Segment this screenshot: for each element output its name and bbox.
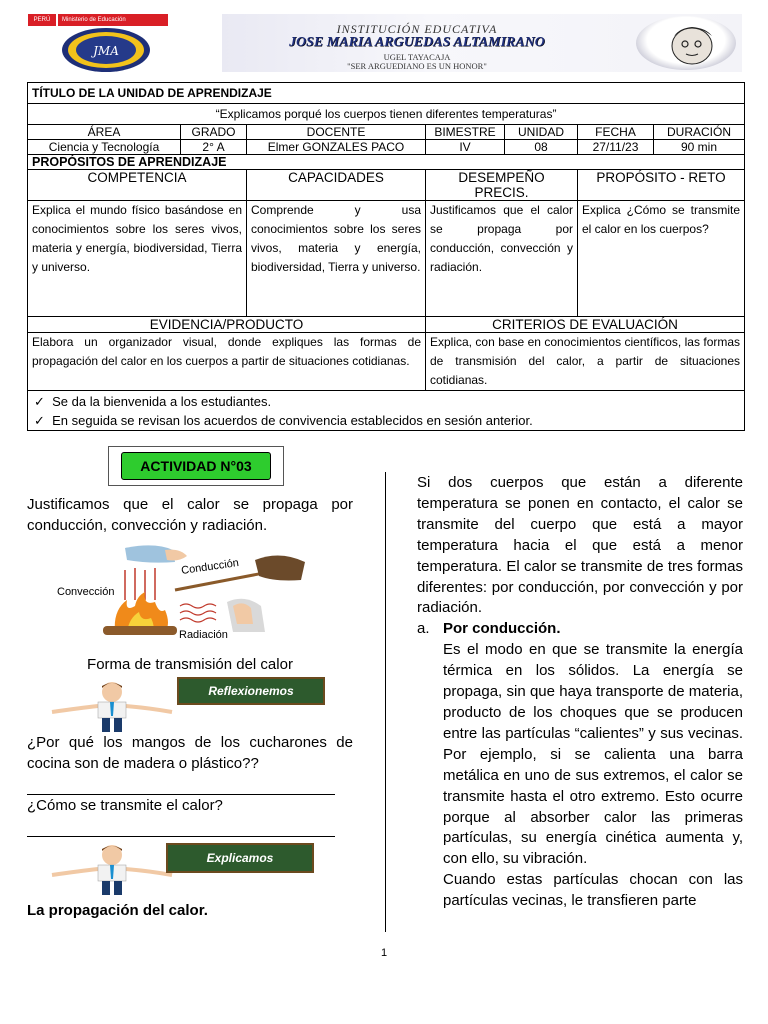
activity-badge-frame: [108, 446, 284, 486]
purposes-label: PROPÓSITOS DE APRENDIZAJE: [28, 155, 745, 170]
checkmark-icon: ✓: [34, 394, 53, 409]
check-item: ✓ En seguida se revisan los acuerdos de convivencia establecidos en sesión anterior.: [34, 413, 533, 428]
paragraph-conduction-cont: Cuando estas partículas chocan con las partículas vecinas, le transfieren parte: [443, 871, 743, 910]
teacher-figure-icon: [50, 680, 175, 732]
label-conduccion: Conducción: [180, 557, 240, 577]
criteria-header: CRITERIOS DE EVALUACIÓN: [426, 317, 745, 333]
peru-flag-label: PERÚ: [28, 14, 56, 26]
explicamos-board: Explicamos: [166, 843, 314, 873]
col-duracion: DURACIÓN: [654, 125, 745, 140]
header-logos: [28, 14, 168, 72]
activity-intro: Justificamos que el calor se propaga por conducción, convección y radiación.: [27, 496, 353, 534]
val-unidad: 08: [505, 140, 578, 155]
header-competencia: COMPETENCIA: [28, 170, 247, 201]
val-duracion: 90 min: [654, 140, 745, 155]
val-bimestre: IV: [426, 140, 505, 155]
val-area: Ciencia y Tecnología: [28, 140, 181, 155]
motto-label: "SER ARGUEDIANO ES UN HONOR": [347, 61, 487, 71]
paragraph-intro: Si dos cuerpos que están a diferente temperatura se ponen en contacto, el calor se transmite del cuerpo que está a mayor temperatura hacia el que está a menor temperatura. El calor se transmite de tres formas diferentes: por conducción, por convección y por radiación.: [417, 474, 743, 617]
right-column: [417, 473, 743, 912]
ugel-label: UGEL TAYACAJA: [383, 52, 451, 62]
activity-badge: ACTIVIDAD N°03: [121, 452, 271, 480]
capacidades-text: Comprende y usa conocimientos sobre los seres vivos, materia y energía, biodiversidad, Tierra y universo.: [247, 201, 426, 317]
portrait-icon: [636, 16, 736, 70]
label-radiacion: Radiación: [179, 629, 228, 641]
unit-title: “Explicamos porqué los cuerpos tienen diferentes temperaturas”: [28, 104, 745, 125]
item-a-heading: [417, 619, 743, 640]
question-2: ¿Cómo se transmite el calor?: [27, 797, 223, 814]
page-number: 1: [380, 947, 388, 959]
col-fecha: FECHA: [578, 125, 654, 140]
col-docente: DOCENTE: [247, 125, 426, 140]
item-title: Por conducción.: [443, 620, 561, 638]
col-area: ÁREA: [28, 125, 181, 140]
evidence-header: EVIDENCIA/PRODUCTO: [28, 317, 426, 333]
unit-title-label: TÍTULO DE LA UNIDAD DE APRENDIZAJE: [28, 83, 745, 104]
section-heading: La propagación del calor.: [27, 902, 208, 919]
institution-banner: [222, 14, 742, 72]
header-proposito: PROPÓSITO - RETO: [578, 170, 745, 201]
item-marker: a.: [417, 620, 430, 638]
criteria-text: Explica, con base en conocimientos científicos, las formas de transmisión del calor, a partir de situaciones cotidianas.: [426, 333, 745, 391]
header-capacidades: CAPACIDADES: [247, 170, 426, 201]
heat-transfer-illustration: [55, 540, 315, 640]
val-docente: Elmer GONZALES PACO: [247, 140, 426, 155]
svg-text:JMA: JMA: [93, 44, 119, 58]
val-grado: 2° A: [181, 140, 247, 155]
col-bimestre: BIMESTRE: [426, 125, 505, 140]
column-divider: [385, 472, 386, 932]
ministry-label: Ministerio de Educación: [58, 14, 168, 26]
checkmark-icon: ✓: [34, 413, 53, 428]
desempeno-text: Justificamos que el calor se propaga por conducción, convección y radiación.: [426, 201, 578, 317]
checklist: [28, 391, 745, 431]
question-1: ¿Por qué los mangos de los cucharones de cocina son de madera o plástico??: [27, 734, 353, 772]
col-unidad: UNIDAD: [505, 125, 578, 140]
institution-name: JOSE MARIA ARGUEDAS ALTAMIRANO: [289, 35, 545, 50]
minedu-strip: [28, 14, 168, 26]
reflexionemos-board: Reflexionemos: [177, 677, 325, 705]
answer-line-2: [27, 835, 335, 837]
teacher-figure-icon: [50, 843, 175, 895]
val-fecha: 27/11/23: [578, 140, 654, 155]
proposito-text: Explica ¿Cómo se transmite el calor en los cuerpos?: [578, 201, 745, 317]
paragraph-conduction: Es el modo en que se transmite la energía térmica en los sólidos. La energía se propaga, sin que haya transporte de materia, producto de los choques que se producen entre las partículas “calientes” y sus vecinas. Por ejemplo, si se calienta una barra metálica en uno de sus extremos, el calor se transmite hasta el otro extremo. Esto ocurre porque al absorber calor las primeras partículas, su energía cinética aumenta y, con ello, su vibración.: [443, 641, 743, 868]
col-grado: GRADO: [181, 125, 247, 140]
illustration-caption: Forma de transmisión del calor: [87, 656, 293, 673]
header-desempeno: DESEMPEÑO PRECIS.: [426, 170, 578, 201]
founder-portrait: [636, 16, 736, 70]
institution-type: INSTITUCIÓN EDUCATIVA: [336, 22, 498, 36]
check-item: ✓ Se da la bienvenida a los estudiantes.: [34, 394, 272, 409]
label-conveccion: Convección: [57, 586, 115, 598]
evidence-text: Elabora un organizador visual, donde expliques las formas de propagación del calor en los cuerpos a partir de situaciones cotidianas.: [28, 333, 426, 391]
school-shield-logo: [60, 27, 152, 73]
competencia-text: Explica el mundo físico basándose en conocimientos sobre los seres vivos, materia y energía, biodiversidad, Tierra y universo.: [28, 201, 247, 317]
unit-table: [27, 82, 745, 431]
